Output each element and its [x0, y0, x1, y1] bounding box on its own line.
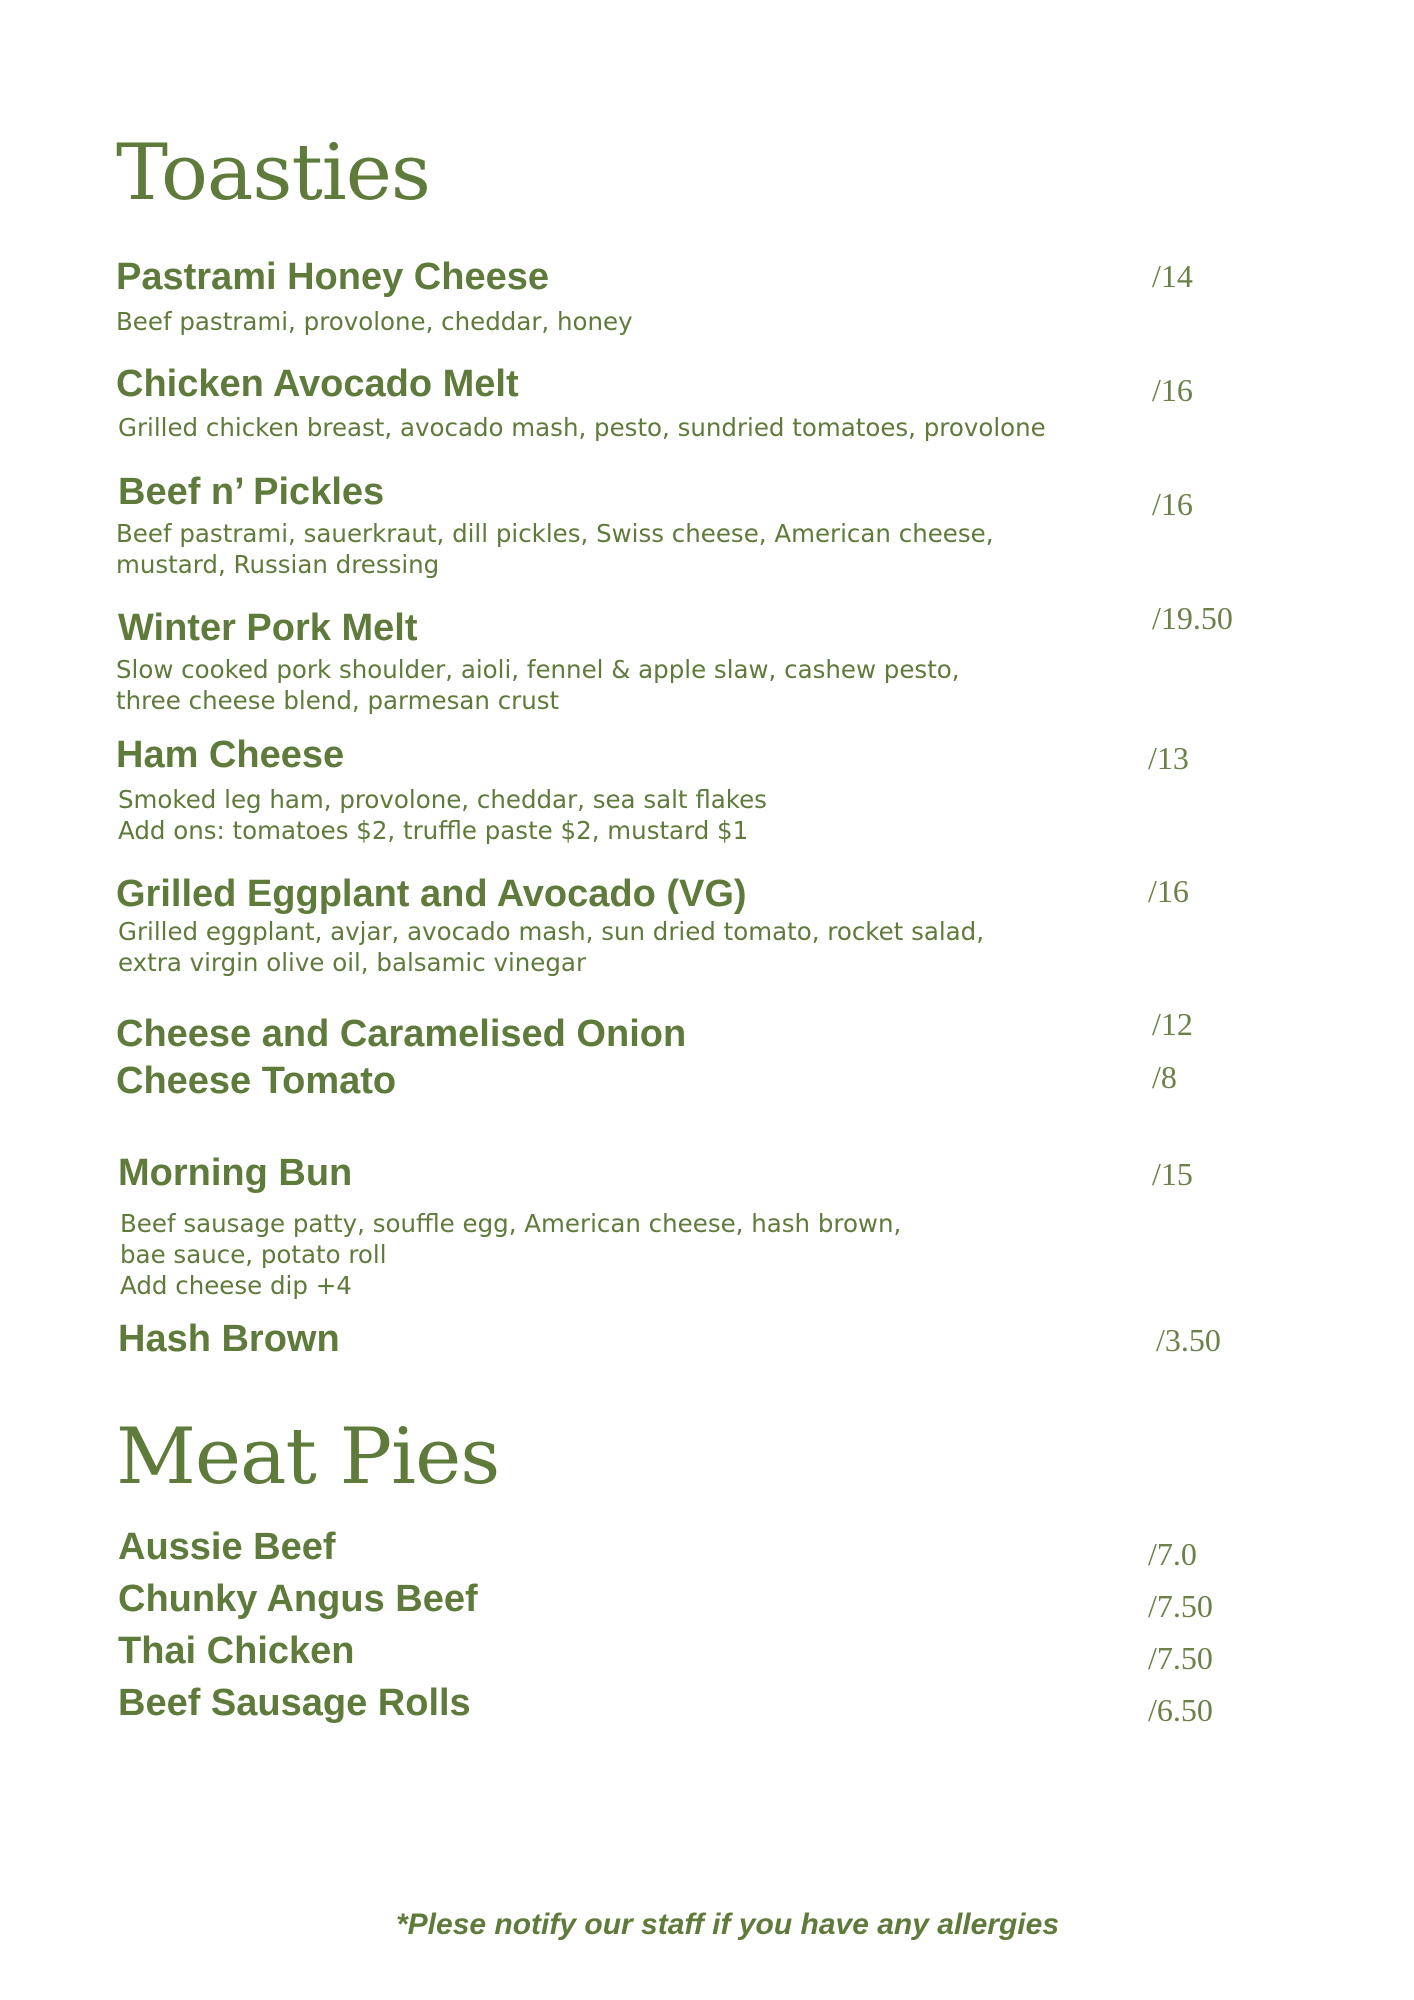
- menu-item-name: Chunky Angus Beef: [118, 1578, 478, 1620]
- menu-item-price: /12: [1152, 1006, 1193, 1042]
- allergy-notice: *Plese notify our staff if you have any allergies: [396, 1908, 1060, 1941]
- menu-item-price: /7.50: [1148, 1640, 1213, 1676]
- menu-item-name: Grilled Eggplant and Avocado (VG): [116, 873, 747, 915]
- menu-item-price: /8: [1152, 1059, 1177, 1095]
- menu-item-price: /7.0: [1148, 1536, 1197, 1572]
- menu-item-price: /13: [1148, 740, 1189, 776]
- menu-item-name: Ham Cheese: [116, 734, 345, 776]
- menu-item-name: Beef n’ Pickles: [118, 471, 385, 513]
- section-title-toasties: Toasties: [116, 128, 430, 218]
- menu-item-description: Beef pastrami, provolone, cheddar, honey: [116, 307, 633, 336]
- menu-item-description: Smoked leg ham, provolone, cheddar, sea salt flakes Add ons: tomatoes $2, truffle paste $2, mustard $1: [118, 785, 767, 845]
- menu-item-price: /7.50: [1148, 1588, 1213, 1624]
- menu-item-name: Chicken Avocado Melt: [116, 363, 519, 405]
- menu-item-description: Grilled eggplant, avjar, avocado mash, sun dried tomato, rocket salad, extra virgin olive oil, balsamic vinegar: [118, 917, 985, 977]
- menu-item-description: Slow cooked pork shoulder, aioli, fennel & apple slaw, cashew pesto, three cheese blend, parmesan crust: [116, 655, 960, 715]
- menu-item-description: Beef sausage patty, souffle egg, American cheese, hash brown, bae sauce, potato roll Add cheese dip +4: [120, 1209, 902, 1300]
- menu-item-name: Beef Sausage Rolls: [118, 1682, 471, 1724]
- menu-item-price: /6.50: [1148, 1692, 1213, 1728]
- menu-item-description: Beef pastrami, sauerkraut, dill pickles, Swiss cheese, American cheese, mustard, Russian dressing: [116, 519, 994, 579]
- menu-item-price: /16: [1152, 486, 1193, 522]
- menu-item-name: Aussie Beef: [118, 1526, 336, 1568]
- menu-item-name: Pastrami Honey Cheese: [116, 256, 549, 298]
- section-title-meat-pies: Meat Pies: [116, 1412, 500, 1502]
- menu-item-price: /16: [1148, 873, 1189, 909]
- menu-item-name: Cheese and Caramelised Onion: [116, 1013, 687, 1055]
- menu-item-price: /19.50: [1152, 600, 1233, 636]
- menu-item-price: /14: [1152, 258, 1193, 294]
- menu-item-name: Hash Brown: [118, 1318, 340, 1360]
- menu-item-name: Thai Chicken: [118, 1630, 355, 1672]
- menu-item-price: /16: [1152, 372, 1193, 408]
- menu-item-description: Grilled chicken breast, avocado mash, pesto, sundried tomatoes, provolone: [118, 413, 1046, 442]
- menu-item-name: Cheese Tomato: [116, 1060, 397, 1102]
- menu-item-name: Morning Bun: [118, 1152, 353, 1194]
- menu-item-price: /3.50: [1156, 1322, 1221, 1358]
- menu-item-price: /15: [1152, 1156, 1193, 1192]
- menu-item-name: Winter Pork Melt: [118, 607, 418, 649]
